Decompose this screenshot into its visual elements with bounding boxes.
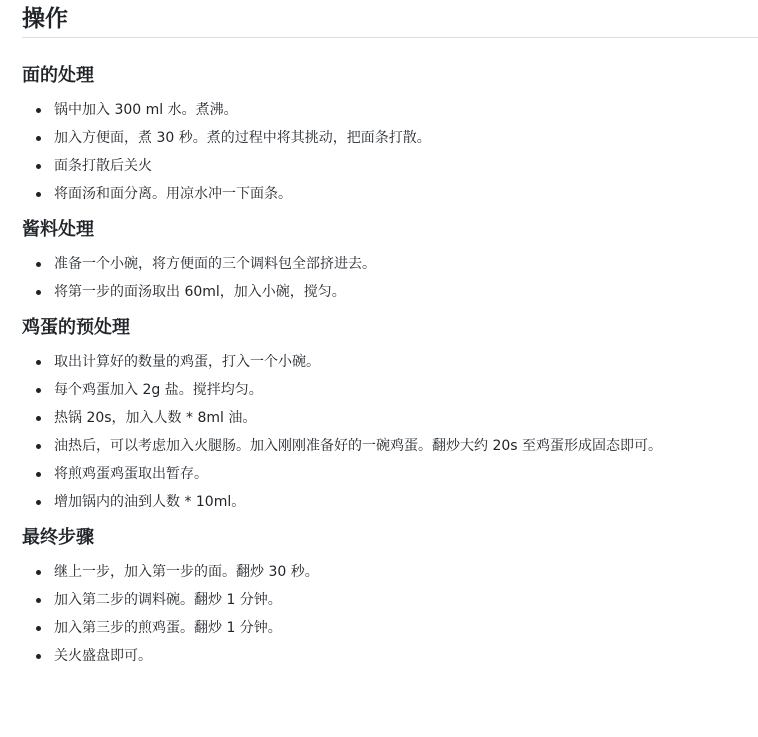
list-item-text: 将面汤和面分离。用凉水冲一下面条。 — [54, 186, 292, 202]
bullet-icon — [36, 164, 41, 169]
step-list — [22, 352, 758, 520]
section-egg — [22, 316, 758, 520]
section-heading: 鸡蛋的预处理 — [22, 317, 130, 338]
bullet-icon — [36, 136, 41, 141]
bullet-icon — [36, 108, 41, 113]
list-item-text: 增加锅内的油到人数 * 10ml。 — [54, 494, 246, 510]
list-item — [54, 128, 758, 156]
list-item — [54, 436, 758, 464]
bullet-icon — [36, 192, 41, 197]
bullet-icon — [36, 626, 41, 631]
list-item-text: 每个鸡蛋加入 2g 盐。搅拌均匀。 — [54, 382, 263, 398]
list-item-text: 油热后，可以考虑加入火腿肠。加入刚刚准备好的一碗鸡蛋。翻炒大约 20s 至鸡蛋形成固态即可。 — [54, 438, 663, 454]
list-item-text: 锅中加入 300 ml 水。煮沸。 — [54, 102, 238, 118]
list-item-text: 加入第三步的煎鸡蛋。翻炒 1 分钟。 — [54, 620, 282, 636]
bullet-icon — [36, 654, 41, 659]
step-list — [22, 100, 758, 212]
list-item — [54, 282, 758, 310]
list-item — [54, 408, 758, 436]
section-heading: 酱料处理 — [22, 219, 94, 240]
bullet-icon — [36, 444, 41, 449]
list-item-text: 加入方便面，煮 30 秒。煮的过程中将其挑动，把面条打散。 — [54, 130, 431, 146]
step-list — [22, 254, 758, 310]
list-item — [54, 100, 758, 128]
bullet-icon — [36, 388, 41, 393]
bullet-icon — [36, 290, 41, 295]
section-heading: 最终步骤 — [22, 527, 94, 548]
bullet-icon — [36, 262, 41, 267]
list-item — [54, 352, 758, 380]
bullet-icon — [36, 472, 41, 477]
list-item-text: 取出计算好的数量的鸡蛋，打入一个小碗。 — [54, 354, 320, 370]
section-noodles — [22, 64, 758, 212]
list-item — [54, 590, 758, 618]
bullet-icon — [36, 416, 41, 421]
list-item-text: 将第一步的面汤取出 60ml，加入小碗，搅匀。 — [54, 284, 346, 300]
list-item — [54, 156, 758, 184]
list-item-text: 加入第二步的调料碗。翻炒 1 分钟。 — [54, 592, 282, 608]
list-item — [54, 380, 758, 408]
list-item-text: 面条打散后关火 — [54, 158, 152, 174]
section-final — [22, 526, 758, 674]
list-item-text: 准备一个小碗，将方便面的三个调料包全部挤进去。 — [54, 256, 376, 272]
list-item — [54, 492, 758, 520]
bullet-icon — [36, 570, 41, 575]
bullet-icon — [36, 598, 41, 603]
list-item — [54, 562, 758, 590]
list-item-text: 关火盛盘即可。 — [54, 648, 152, 664]
list-item-text: 将煎鸡蛋鸡蛋取出暂存。 — [54, 466, 208, 482]
page-title: 操作 — [22, 0, 758, 38]
list-item-text: 继上一步，加入第一步的面。翻炒 30 秒。 — [54, 564, 319, 580]
list-item — [54, 618, 758, 646]
list-item — [54, 254, 758, 282]
list-item — [54, 184, 758, 212]
list-item-text: 热锅 20s，加入人数 * 8ml 油。 — [54, 410, 257, 426]
list-item — [54, 646, 758, 674]
section-sauce — [22, 218, 758, 310]
bullet-icon — [36, 360, 41, 365]
bullet-icon — [36, 500, 41, 505]
section-heading: 面的处理 — [22, 65, 94, 86]
step-list — [22, 562, 758, 674]
list-item — [54, 464, 758, 492]
